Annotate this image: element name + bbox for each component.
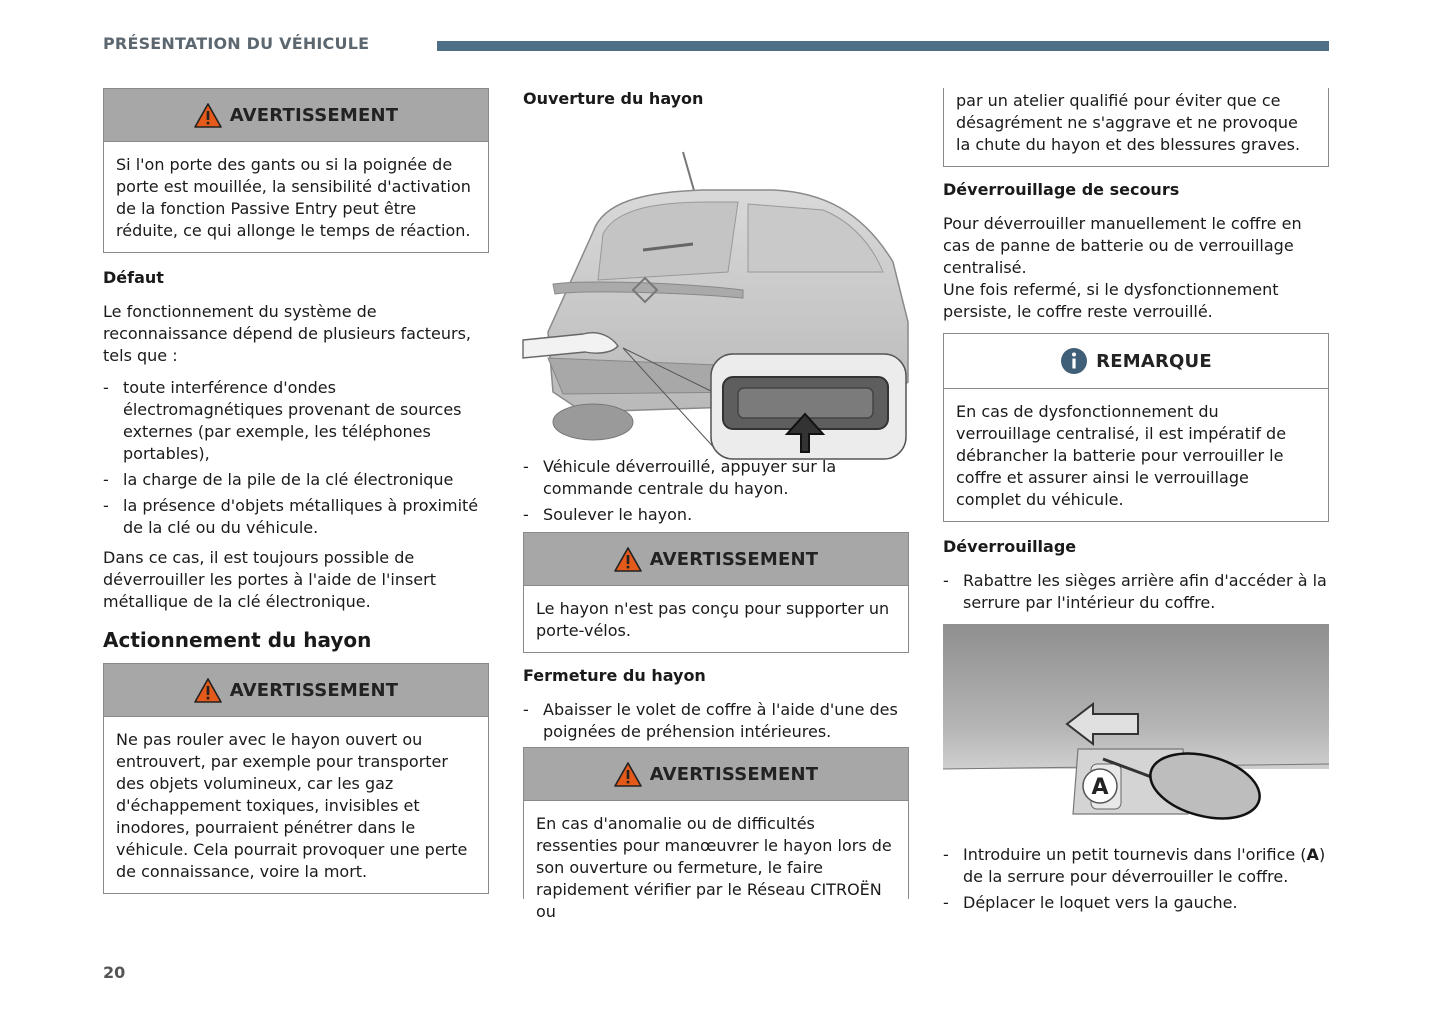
page-number: 20: [103, 963, 126, 982]
remark-title: REMARQUE: [1096, 350, 1212, 372]
warning-title: AVERTISSEMENT: [229, 104, 399, 126]
list-item-text-post: ) de la serrure pour déverrouiller le coffre.: [963, 845, 1326, 886]
column-1: [103, 88, 489, 894]
final-list: [943, 844, 1329, 914]
remark-box: [943, 333, 1329, 522]
warning-triangle-icon: [194, 678, 222, 703]
list-item: - Déplacer le loquet vers la gauche.: [943, 892, 1329, 914]
list-item: - Rabattre les sièges arrière afin d'accéder à la serrure par l'intérieur du coffre.: [943, 570, 1329, 614]
warning-triangle-icon: [614, 547, 642, 572]
list-item: - Abaisser le volet de coffre à l'aide d'une des poignées de préhension intérieures.: [523, 699, 909, 743]
warning-text: Si l'on porte des gants ou si la poignée de porte est mouillée, la sensibilité d'activation de la fonction Passive Entry peut être réduite, ce qui allonge le temps de réaction.: [116, 155, 471, 240]
warning-text: Ne pas rouler avec le hayon ouvert ou entrouvert, par exemple pour transporter des objets volumineux, car les gaz d'échappement toxiques, invisibles et inodores, pourraient pénétrer dans le véhicule. Cela pourrait provoquer une perte de connaissance, voire la mort.: [116, 730, 468, 881]
secours-title: Déverrouillage de secours: [943, 180, 1180, 199]
list-item: - toute interférence d'ondes électromagnétiques provenant de sources externes (par exemple, les téléphones portables),: [103, 377, 489, 465]
warning-title: AVERTISSEMENT: [229, 679, 399, 701]
list-item-text-pre: Introduire un petit tournevis dans l'orifice (: [963, 845, 1307, 864]
deverrouillage-list: [943, 570, 1329, 614]
list-item: - la présence d'objets métalliques à proximité de la clé ou du véhicule.: [103, 495, 489, 539]
warning-text: Le hayon n'est pas conçu pour supporter un porte-vélos.: [536, 599, 890, 640]
warning-box-bike-rack: [523, 532, 909, 653]
ouverture-title: Ouverture du hayon: [523, 89, 704, 108]
defaut-text: Le fonctionnement du système de reconnaissance dépend de plusieurs facteurs, tels que :: [103, 302, 471, 365]
trunk-lock-illustration: [943, 624, 1329, 824]
warning-box-header: [104, 89, 488, 142]
column-2: [523, 88, 909, 921]
fermeture-title: Fermeture du hayon: [523, 666, 706, 685]
deverrouillage-title: Déverrouillage: [943, 537, 1077, 556]
list-item: [943, 844, 1329, 888]
warning-triangle-icon: [194, 103, 222, 128]
tailgate-opening-illustration: [523, 122, 913, 442]
defaut-title: Défaut: [103, 268, 164, 287]
ouverture-list: [523, 456, 909, 526]
header-bar: [437, 41, 1329, 51]
list-item: - Soulever le hayon.: [523, 504, 909, 526]
defaut-list: [103, 377, 489, 539]
list-item: - Véhicule déverrouillé, appuyer sur la commande centrale du hayon.: [523, 456, 909, 500]
warning-title: AVERTISSEMENT: [649, 548, 819, 570]
warning-box-continued: [943, 88, 1329, 167]
remark-text: En cas de dysfonctionnement du verrouillage centralisé, il est impératif de débrancher la batterie pour verrouiller le coffre et assurer ainsi le verrouillage complet du véhicule.: [956, 402, 1287, 509]
label-a: A: [1091, 775, 1109, 800]
warning-continued-text: par un atelier qualifié pour éviter que ce désagrément ne s'aggrave et ne provoque la chute du hayon et des blessures graves.: [956, 91, 1301, 154]
list-item: - la charge de la pile de la clé électronique: [103, 469, 489, 491]
warning-box-header: [524, 533, 908, 586]
section-title-hayon: Actionnement du hayon: [103, 628, 372, 652]
warning-title: AVERTISSEMENT: [649, 763, 819, 785]
warning-box-anomaly: [523, 747, 909, 921]
defaut-after-text: Dans ce cas, il est toujours possible de déverrouiller les portes à l'aide de l'insert métallique de la clé électronique.: [103, 548, 436, 611]
secours-text-2: Une fois refermé, si le dysfonctionnement persiste, le coffre reste verrouillé.: [943, 280, 1279, 321]
warning-text: En cas d'anomalie ou de difficultés ressenties pour manœuvrer le hayon lors de son ouverture ou fermeture, le faire rapidement vérifier par le Réseau CITROËN ou: [536, 814, 892, 921]
info-icon: [1060, 347, 1088, 375]
warning-box-gloves: [103, 88, 489, 253]
warning-box-header: [104, 664, 488, 717]
section-header-title: PRÉSENTATION DU VÉHICULE: [103, 34, 370, 53]
warning-box-exhaust: [103, 663, 489, 894]
fermeture-list: [523, 699, 909, 743]
secours-text-1: Pour déverrouiller manuellement le coffre en cas de panne de batterie ou de verrouillage centralisé.: [943, 214, 1302, 277]
warning-box-header: [524, 748, 908, 801]
column-3: [943, 88, 1329, 918]
remark-box-header: [944, 334, 1328, 389]
list-item-bold: A: [1306, 845, 1319, 864]
warning-triangle-icon: [614, 762, 642, 787]
